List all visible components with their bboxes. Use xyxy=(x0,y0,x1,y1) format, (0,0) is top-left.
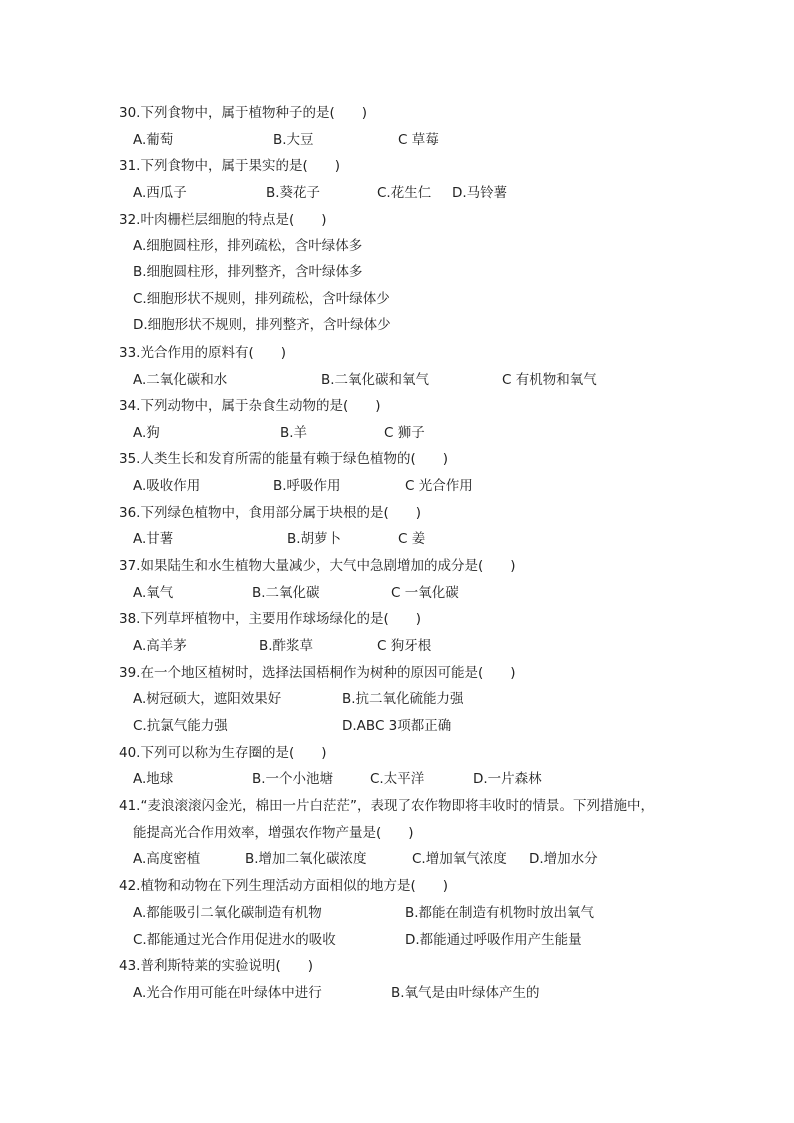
q42-option-b: B.都能在制造有机物时放出氧气 xyxy=(405,905,595,921)
q32-option-c: C.细胞形状不规则，排列疏松，含叶绿体少 xyxy=(133,291,390,307)
question-32-stem: 32.叶肉栅栏层细胞的特点是( ) xyxy=(119,212,327,228)
q39-option-c: C.抗氯气能力强 xyxy=(133,718,228,734)
q33-option-b: B.二氧化碳和氧气 xyxy=(321,372,430,388)
question-37-stem: 37.如果陆生和水生植物大量减少，大气中急剧增加的成分是( ) xyxy=(119,558,516,574)
question-38-stem: 38.下列草坪植物中，主要用作球场绿化的是( ) xyxy=(119,611,422,627)
q37-option-c: C 一氧化碳 xyxy=(391,585,459,601)
q31-option-b: B.葵花子 xyxy=(266,185,321,201)
q36-option-a: A.甘薯 xyxy=(133,531,174,547)
q39-option-a: A.树冠硕大，遮阳效果好 xyxy=(133,691,282,707)
q35-option-a: A.吸收作用 xyxy=(133,478,201,494)
q33-option-a: A.二氧化碳和水 xyxy=(133,372,228,388)
q30-option-c: C 草莓 xyxy=(398,132,439,148)
q31-option-a: A.西瓜子 xyxy=(133,185,187,201)
q36-option-b: B.胡萝卜 xyxy=(287,531,342,547)
q40-option-c: C.太平洋 xyxy=(370,771,425,787)
q43-option-b: B.氧气是由叶绿体产生的 xyxy=(391,985,540,1001)
q41-option-b: B.增加二氧化碳浓度 xyxy=(245,851,367,867)
question-34-stem: 34.下列动物中，属于杂食生动物的是( ) xyxy=(119,398,381,414)
question-36-stem: 36.下列绿色植物中，食用部分属于块根的是( ) xyxy=(119,505,422,521)
question-42-stem: 42.植物和动物在下列生理活动方面相似的地方是( ) xyxy=(119,878,449,894)
q42-option-a: A.都能吸引二氧化碳制造有机物 xyxy=(133,905,322,921)
q41-option-d: D.增加水分 xyxy=(529,851,598,867)
q31-option-c: C.花生仁 xyxy=(377,185,432,201)
question-39-stem: 39.在一个地区植树时，选择法国梧桐作为树种的原因可能是( ) xyxy=(119,665,516,681)
q34-option-a: A.狗 xyxy=(133,425,160,441)
q30-option-a: A.葡萄 xyxy=(133,132,174,148)
q43-option-a: A.光合作用可能在叶绿体中进行 xyxy=(133,985,322,1001)
q32-option-a: A.细胞圆柱形，排列疏松，含叶绿体多 xyxy=(133,238,363,254)
question-43-stem: 43.普利斯特莱的实验说明( ) xyxy=(119,958,314,974)
q31-option-d: D.马铃薯 xyxy=(452,185,508,201)
q41-option-c: C.增加氧气浓度 xyxy=(412,851,507,867)
question-40-stem: 40.下列可以称为生存圈的是( ) xyxy=(119,745,327,761)
q35-option-b: B.呼吸作用 xyxy=(273,478,341,494)
q37-option-a: A.氧气 xyxy=(133,585,174,601)
question-33-stem: 33.光合作用的原料有( ) xyxy=(119,345,287,361)
q36-option-c: C 姜 xyxy=(398,531,426,547)
q37-option-b: B.二氧化碳 xyxy=(252,585,320,601)
q40-option-b: B.一个小池塘 xyxy=(252,771,334,787)
q35-option-c: C 光合作用 xyxy=(405,478,473,494)
q41-option-a: A.高度密植 xyxy=(133,851,201,867)
question-30-stem: 30.下列食物中，属于植物种子的是( ) xyxy=(119,105,368,121)
q40-option-a: A.地球 xyxy=(133,771,174,787)
q30-option-b: B.大豆 xyxy=(273,132,314,148)
question-41-stem: 41.“麦浪滚滚闪金光，棉田一片白茫茫”，表现了农作物即将丰收时的情景。下列措施中， xyxy=(119,798,654,814)
q34-option-b: B.羊 xyxy=(280,425,308,441)
q32-option-d: D.细胞形状不规则，排列整齐，含叶绿体少 xyxy=(133,317,391,333)
q39-option-b: B.抗二氧化硫能力强 xyxy=(342,691,464,707)
q39-option-d: D.ABC 3项都正确 xyxy=(342,718,452,734)
q42-option-c: C.都能通过光合作用促进水的吸收 xyxy=(133,932,336,948)
q38-option-a: A.高羊茅 xyxy=(133,638,187,654)
question-31-stem: 31.下列食物中，属于果实的是( ) xyxy=(119,158,341,174)
q32-option-b: B.细胞圆柱形，排列整齐，含叶绿体多 xyxy=(133,264,363,280)
q34-option-c: C 狮子 xyxy=(384,425,425,441)
q40-option-d: D.一片森林 xyxy=(473,771,542,787)
q33-option-c: C 有机物和氧气 xyxy=(502,372,597,388)
q42-option-d: D.都能通过呼吸作用产生能量 xyxy=(405,932,582,948)
question-41-stem-continued: 能提高光合作用效率，增强农作物产量是( ) xyxy=(133,825,414,841)
q38-option-c: C 狗牙根 xyxy=(377,638,432,654)
q38-option-b: B.酢浆草 xyxy=(259,638,314,654)
question-35-stem: 35.人类生长和发育所需的能量有赖于绿色植物的( ) xyxy=(119,451,449,467)
